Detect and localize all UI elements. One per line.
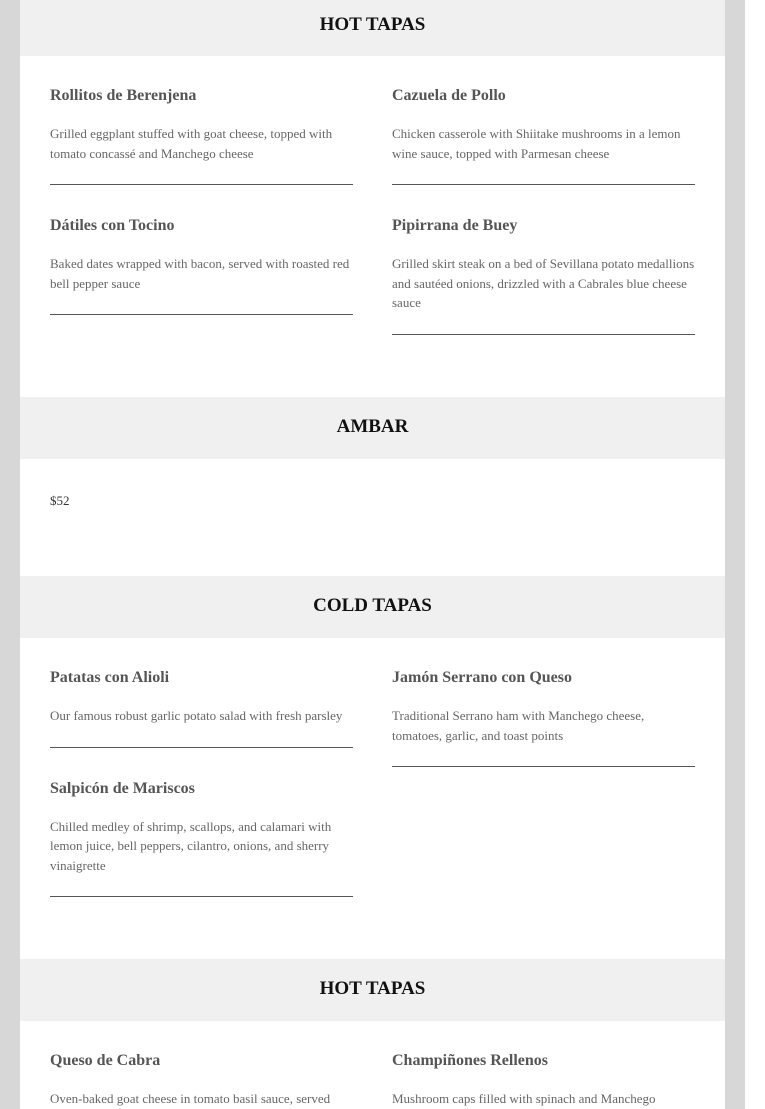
- menu-item-name: Pipirrana de Buey: [392, 217, 518, 234]
- menu-item: [392, 216, 695, 335]
- menu-item-name: Salpicón de Mariscos: [50, 779, 195, 797]
- section-body-ambar: [20, 459, 725, 576]
- menu-item-name: Patatas con Alioli: [50, 669, 170, 686]
- menu-item-name: Champiñones Rellenos: [392, 1052, 549, 1069]
- section-body-hot-tapas-2: [20, 1021, 725, 1109]
- menu-item-description: Oven-baked goat cheese in tomato basil sauce, served: [50, 1091, 331, 1106]
- menu-item-description: Traditional Serrano ham with Manchego cheese, tomatoes, garlic, and toast points: [392, 708, 645, 743]
- menu-grid: [20, 1051, 725, 1109]
- set-price: $52: [50, 493, 70, 508]
- menu-column-right: [392, 668, 695, 928]
- menu-item-description: Chicken casserole with Shiitake mushrooms in a lemon wine sauce, topped with Parmesan cheese: [392, 126, 681, 161]
- menu-item: [50, 86, 353, 185]
- menu-item: [50, 1051, 353, 1109]
- menu-item-description: Chilled medley of shrimp, scallops, and calamari with lemon juice, bell peppers, cilantro, onions, and sherry vinaigrette: [50, 818, 332, 873]
- menu-column-left: [50, 86, 353, 366]
- menu-column-right: [392, 1051, 695, 1109]
- menu-grid: [20, 86, 725, 366]
- menu-item: [392, 1051, 695, 1109]
- section-body-hot-tapas: [20, 56, 725, 397]
- section-header-cold-tapas: COLD TAPAS: [20, 576, 725, 638]
- menu-panel: [20, 0, 725, 1109]
- section-header-hot-tapas: HOT TAPAS: [20, 0, 725, 56]
- section-header-ambar: AMBAR: [20, 397, 725, 459]
- menu-item-name: Dátiles con Tocino: [50, 217, 175, 234]
- section-body-cold-tapas: [20, 638, 725, 959]
- menu-column-left: [50, 1051, 353, 1109]
- section-header-hot-tapas-2: HOT TAPAS: [20, 959, 725, 1021]
- menu-item-name: Jamón Serrano con Queso: [392, 669, 572, 686]
- menu-item-name: Rollitos de Berenjena: [50, 87, 197, 104]
- menu-grid: [20, 668, 725, 928]
- menu-item: [392, 668, 695, 767]
- menu-column-left: [50, 668, 353, 928]
- menu-item: [50, 216, 353, 315]
- menu-item-description: Grilled skirt steak on a bed of Sevillana potato medallions and sautéed onions, drizzled with a Cabrales blue cheese sauce: [392, 256, 695, 310]
- menu-item-description: Grilled eggplant stuffed with goat cheese, topped with tomato concassé and Manchego cheese: [50, 126, 333, 161]
- menu-item-description: Our famous robust garlic potato salad with fresh parsley: [50, 708, 343, 723]
- menu-item-description: Baked dates wrapped with bacon, served with roasted red bell pepper sauce: [50, 256, 350, 291]
- menu-item: [392, 86, 695, 185]
- menu-column-right: [392, 86, 695, 366]
- menu-item: [50, 668, 353, 748]
- menu-item: [50, 779, 353, 898]
- menu-item-description: Mushroom caps filled with spinach and Manchego: [392, 1091, 656, 1106]
- menu-item-name: Queso de Cabra: [50, 1052, 161, 1069]
- menu-item-name: Cazuela de Pollo: [392, 87, 506, 104]
